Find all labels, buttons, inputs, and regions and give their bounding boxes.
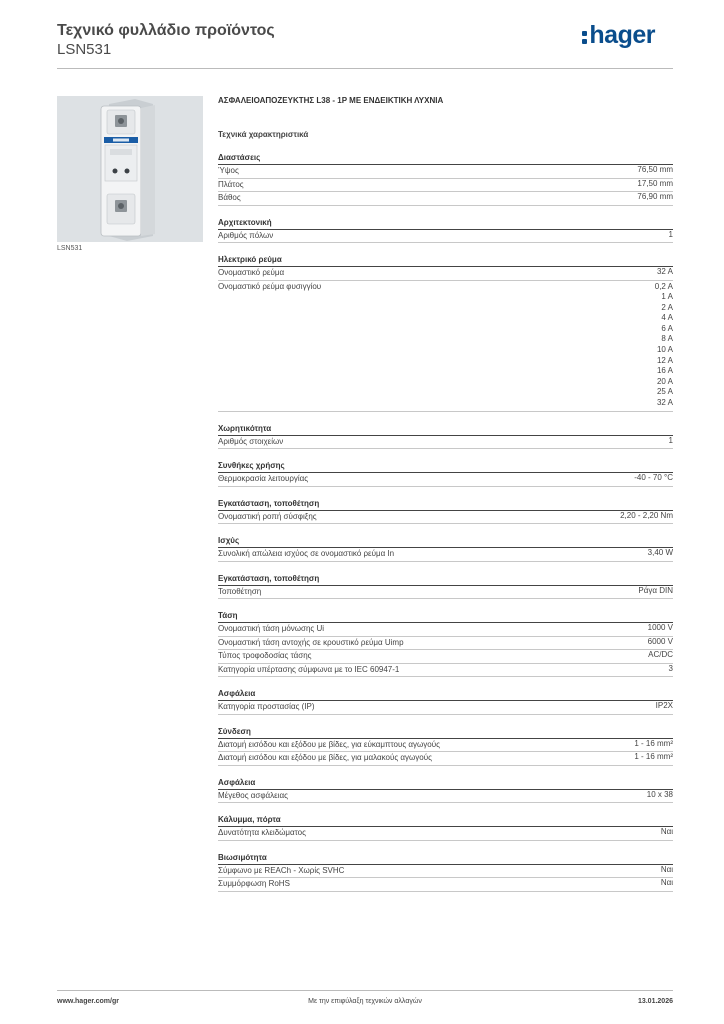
spec-row: [218, 701, 673, 715]
product-image: [57, 96, 203, 242]
logo-text: hager: [589, 21, 655, 49]
spec-value: [655, 282, 673, 409]
spec-value: [638, 586, 673, 599]
spec-row: [218, 865, 673, 879]
spec-value-item: 20 A: [656, 376, 673, 386]
spec-value-item: 16 A: [656, 366, 673, 376]
spec-row: [218, 637, 673, 651]
spec-label: Συμμόρφωση RoHS: [218, 879, 290, 889]
spec-value: [669, 664, 673, 677]
spec-section: [218, 424, 673, 450]
spec-label: Βάθος: [218, 193, 241, 202]
spec-row: [218, 165, 673, 179]
spec-row: [218, 267, 673, 281]
section-heading: Χωρητικότητα: [218, 424, 673, 436]
spec-label: Αριθμός στοιχείων: [218, 436, 284, 446]
spec-value-item: 10 x 38: [646, 789, 673, 799]
spec-label: Αριθμός πόλων: [218, 230, 274, 240]
spec-value-item: 3,40 W: [647, 548, 673, 558]
spec-value: [656, 701, 673, 714]
header-divider: [57, 68, 673, 69]
spec-label: Σύμφωνο με REACh - Χωρίς SVHC: [218, 865, 345, 875]
spec-label: Διατομή εισόδου και εξόδου με βίδες, για μαλακούς αγωγούς: [218, 753, 432, 763]
footer-notice: Με την επιφύλαξη τεχνικών αλλαγών: [308, 998, 422, 1005]
image-caption: LSN531: [57, 245, 83, 252]
spec-value-item: Ράγα DIN: [638, 585, 673, 595]
footer-divider: [57, 990, 673, 991]
spec-label: Ονομαστικό ρεύμα φυσιγγίου: [218, 281, 322, 291]
spec-section: [218, 689, 673, 715]
spec-row: [218, 548, 673, 562]
spec-value-item: 1 A: [661, 292, 673, 302]
spec-value-item: 1: [668, 435, 673, 445]
spec-value: [647, 790, 673, 803]
spec-value-item: 32 A: [656, 398, 673, 408]
spec-label: Ονομαστική ροπή σύσφιξης: [218, 511, 317, 521]
spec-value-item: 6 A: [661, 323, 673, 333]
spec-value-item: 2 A: [661, 302, 673, 312]
spec-label: Δυνατότητα κλειδώματος: [218, 828, 306, 838]
spec-value-item: 0,2 A: [654, 281, 673, 291]
spec-label: Κατηγορία υπέρτασης σύμφωνα με το IEC 60947-1: [218, 664, 400, 674]
hager-logo: [582, 22, 655, 48]
spec-label: Τοποθέτηση: [218, 586, 262, 596]
spec-value-item: 32 A: [656, 267, 673, 276]
spec-row: [218, 752, 673, 766]
spec-value-item: -40 - 70 °C: [634, 473, 673, 483]
spec-value-item: 1: [668, 229, 673, 239]
spec-section: [218, 461, 673, 487]
spec-label: Ονομαστική τάση αντοχής σε κρουστικό ρεύμα Uimp: [218, 637, 404, 647]
spec-content: [218, 96, 673, 892]
spec-section: [218, 153, 673, 206]
product-name: ΑΣΦΑΛΕΙΟΑΠΟΖΕΥΚΤΗΣ L38 - 1P ΜΕ ΕΝΔΕΙΚΤΙΚΗ ΛΥΧΝΙΑ: [218, 96, 444, 105]
spec-value-item: 25 A: [656, 387, 673, 397]
spec-row: [218, 790, 673, 804]
spec-value: [657, 267, 673, 280]
spec-section: [218, 499, 673, 525]
spec-value-item: 4 A: [661, 313, 673, 323]
spec-label: Τύπος τροφοδοσίας τάσης: [218, 651, 312, 661]
spec-value-item: 12 A: [656, 355, 673, 365]
spec-value-item: 2,20 - 2,20 Nm: [620, 510, 673, 520]
spec-label: Ονομαστικό ρεύμα: [218, 268, 285, 277]
spec-value: [637, 179, 673, 192]
spec-row: [218, 878, 673, 892]
spec-value: [637, 192, 673, 205]
spec-label: Ονομαστική τάση μόνωσης Ui: [218, 624, 325, 634]
spec-value: [637, 165, 673, 178]
spec-value: [669, 436, 673, 449]
spec-section: [218, 218, 673, 244]
spec-label: Μέγεθος ασφάλειας: [218, 790, 288, 800]
section-heading: Βιωσιμότητα: [218, 853, 673, 865]
spec-row: [218, 650, 673, 664]
spec-section: [218, 815, 673, 841]
spec-value: [620, 511, 673, 524]
spec-value-item: 1 - 16 mm²: [634, 738, 673, 748]
section-heading: Ασφάλεια: [218, 689, 673, 701]
spec-value: [661, 827, 673, 840]
spec-label: Διατομή εισόδου και εξόδου με βίδες, για εύκαμπτους αγωγούς: [218, 739, 440, 749]
spec-sections: [218, 153, 673, 892]
spec-section: [218, 255, 673, 412]
spec-value-item: 1000 V: [647, 623, 673, 633]
spec-row: [218, 436, 673, 450]
spec-value: [634, 739, 673, 752]
spec-value: [661, 865, 673, 878]
spec-section: [218, 727, 673, 766]
page-header: [57, 22, 673, 68]
spec-label: Πλάτος: [218, 179, 244, 189]
spec-row: [218, 179, 673, 193]
spec-label: Θερμοκρασία λειτουργίας: [218, 474, 309, 484]
spec-row: [218, 623, 673, 637]
section-heading: Ισχύς: [218, 536, 673, 548]
section-heading: Ηλεκτρικό ρεύμα: [218, 255, 673, 267]
spec-row: [218, 281, 673, 412]
footer-website[interactable]: www.hager.com/gr: [57, 998, 119, 1005]
spec-value: [648, 623, 673, 636]
spec-value-item: 8 A: [661, 334, 673, 344]
spec-value-item: 76,90 mm: [637, 192, 673, 201]
section-heading: Διαστάσεις: [218, 153, 673, 165]
section-heading: Σύνδεση: [218, 727, 673, 739]
document-subtitle: LSN531: [57, 41, 112, 58]
spec-value-item: 6000 V: [647, 636, 673, 646]
spec-section: [218, 611, 673, 677]
spec-row: [218, 511, 673, 525]
spec-value-item: 10 A: [656, 345, 673, 355]
section-heading: Συνθήκες χρήσης: [218, 461, 673, 473]
spec-value: [648, 650, 673, 663]
spec-row: [218, 739, 673, 753]
spec-row: [218, 230, 673, 244]
spec-title: Τεχνικά χαρακτηριστικά: [218, 130, 309, 139]
logo-dots-icon: [582, 31, 587, 44]
spec-value-item: AC/DC: [648, 650, 673, 660]
spec-value-item: 3: [668, 663, 673, 673]
spec-value: [648, 637, 673, 650]
spec-row: [218, 473, 673, 487]
section-heading: Ασφάλεια: [218, 778, 673, 790]
spec-label: Κατηγορία προστασίας (IP): [218, 702, 315, 712]
spec-section: [218, 853, 673, 892]
spec-row: [218, 664, 673, 678]
spec-value-item: 17,50 mm: [637, 178, 673, 188]
footer-date: 13.01.2026: [637, 998, 673, 1005]
spec-section: [218, 778, 673, 804]
spec-value-item: Ναι: [660, 827, 673, 837]
section-heading: Τάση: [218, 611, 673, 623]
spec-value-item: 76,50 mm: [637, 165, 673, 174]
spec-label: Συνολική απώλεια ισχύος σε ονομαστικό ρεύμα In: [218, 549, 395, 559]
spec-value: [634, 752, 673, 765]
spec-value-item: IP2X: [655, 701, 673, 711]
section-heading: Κάλυμμα, πόρτα: [218, 815, 673, 827]
spec-value: [648, 548, 673, 561]
spec-row: [218, 827, 673, 841]
section-heading: Εγκατάσταση, τοποθέτηση: [218, 574, 673, 586]
spec-value: [634, 473, 673, 486]
spec-row: [218, 586, 673, 600]
section-heading: Εγκατάσταση, τοποθέτηση: [218, 499, 673, 511]
spec-value-item: Ναι: [660, 878, 673, 888]
section-heading: Αρχιτεκτονική: [218, 218, 673, 230]
spec-label: Ύψος: [218, 166, 239, 175]
spec-section: [218, 574, 673, 600]
spec-value: [669, 230, 673, 243]
spec-value-item: Ναι: [660, 864, 673, 874]
spec-value-item: 1 - 16 mm²: [634, 752, 673, 762]
spec-row: [218, 192, 673, 206]
document-title: Τεχνικό φυλλάδιο προϊόντος: [57, 22, 275, 39]
spec-section: [218, 536, 673, 562]
spec-value: [661, 878, 673, 891]
fuse-holder-icon: [57, 96, 203, 242]
